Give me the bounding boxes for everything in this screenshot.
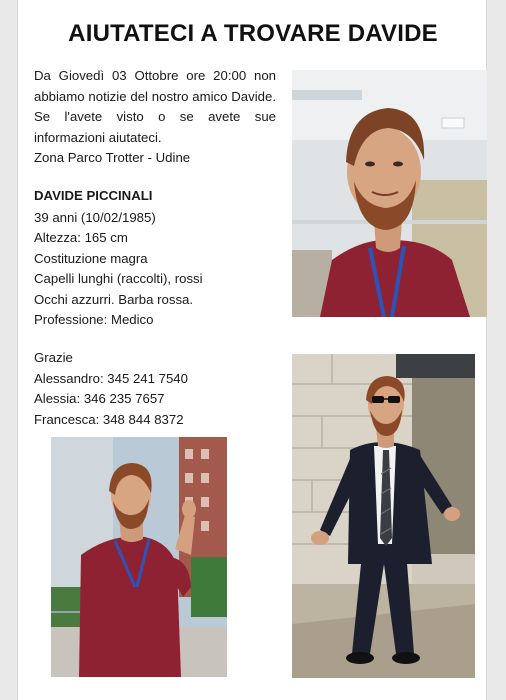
photo-suit-sunglasses [292, 354, 475, 678]
contact-alessia: Alessia: 346 235 7657 [34, 391, 165, 406]
person-build: Costituzione magra [34, 250, 148, 266]
contact-alessandro: Alessandro: 345 241 7540 [34, 370, 188, 386]
intro-text [34, 66, 276, 169]
person-name: DAVIDE PICCINALI [34, 188, 153, 203]
poster-title: AIUTATECI A TROVARE DAVIDE [68, 20, 438, 47]
person-height: Altezza: 165 cm [34, 230, 128, 245]
thanks-text: Grazie [34, 350, 73, 365]
contacts-block [34, 348, 284, 430]
person-eyes-beard: Occhi azzurri. Barba rossa. [34, 291, 194, 307]
person-profession: Professione: Medico [34, 312, 154, 327]
location-text: Zona Parco Trotter - Udine [34, 150, 191, 165]
person-details [34, 186, 284, 331]
intro-paragraph: Da Giovedì 03 Ottobre ore 20:00 non abbiamo notizie del nostro amico Davide. Se l'avete visto o se avete sue informazioni aiutateci. [34, 68, 276, 145]
person-age: 39 anni (10/02/1985) [34, 209, 156, 225]
contact-francesca: Francesca: 348 844 8372 [34, 411, 184, 427]
photo-scrubs-indoor [292, 70, 487, 317]
person-hair: Capelli lunghi (raccolti), rossi [34, 271, 203, 286]
photo-scrubs-outdoor [51, 437, 227, 677]
